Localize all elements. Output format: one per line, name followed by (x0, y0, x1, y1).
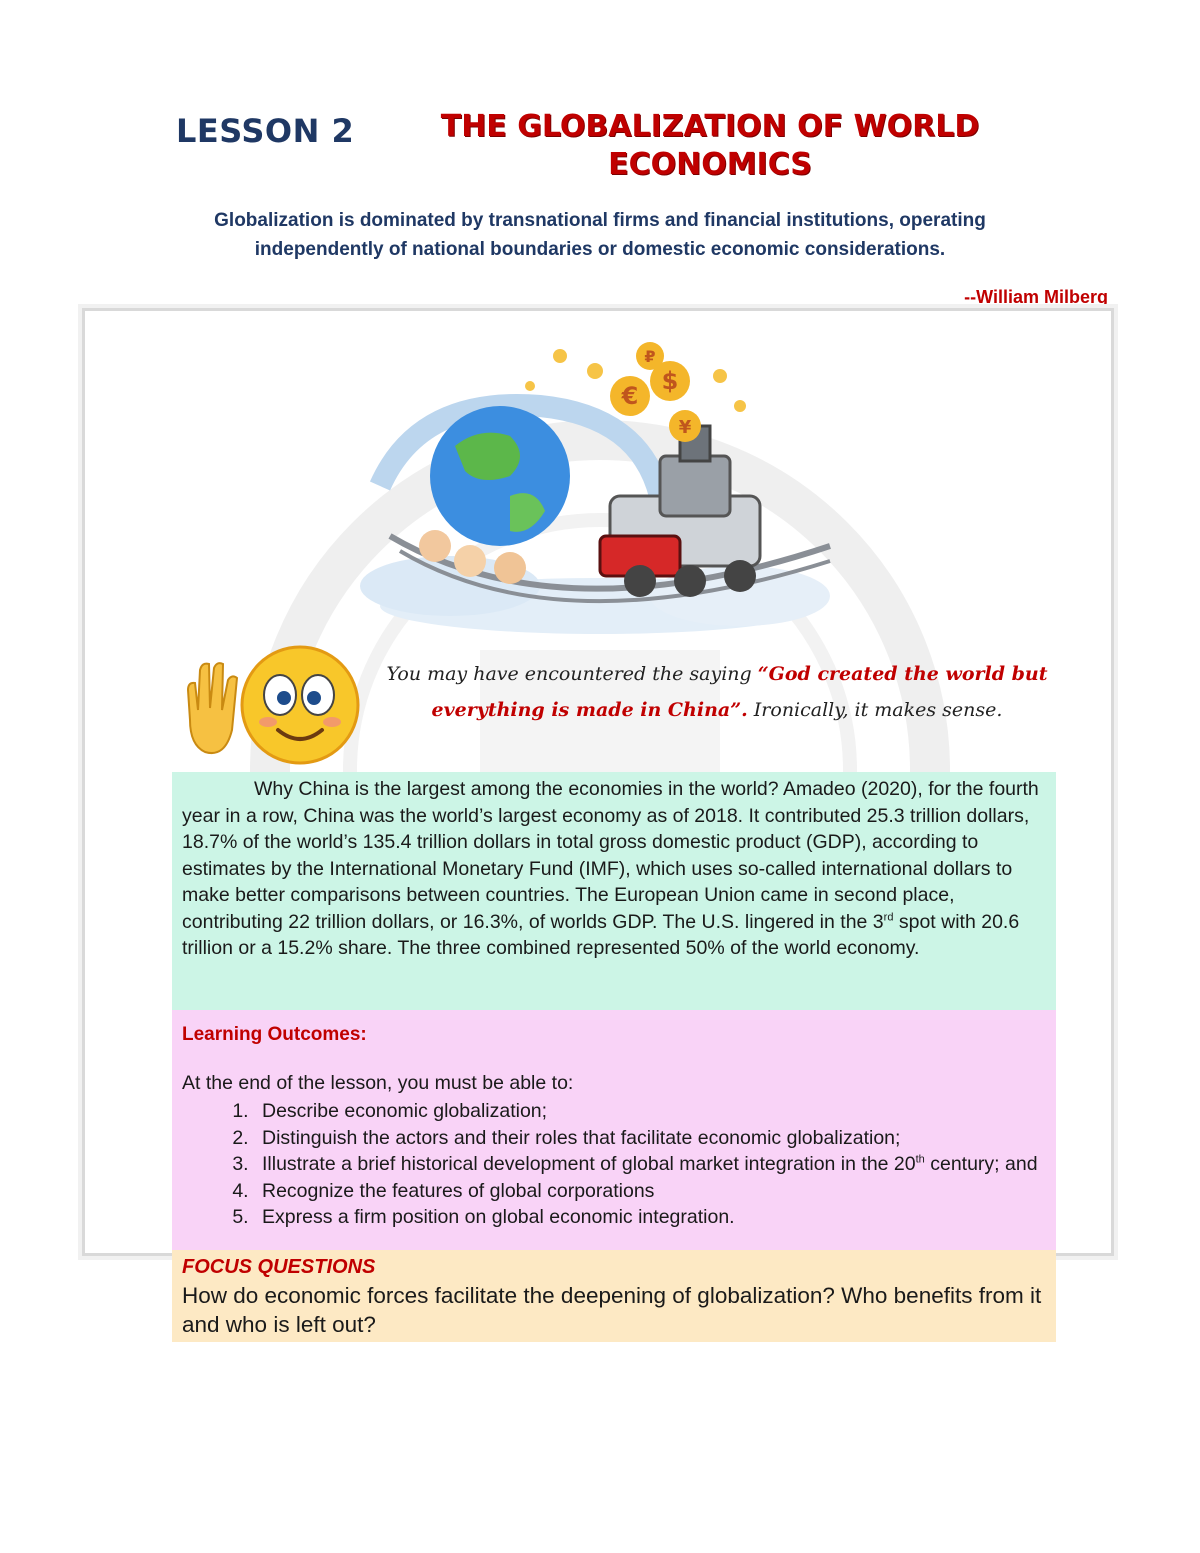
svg-text:$: $ (661, 367, 679, 395)
learning-outcomes-heading: Learning Outcomes: (182, 1024, 367, 1045)
lesson-number: LESSON 2 (176, 112, 355, 150)
paragraph-text: Why China is the largest among the economies in the world? Amadeo (2020), for the fourth year in a row, China was the world’s largest economy as of 2018. It contributed 25.3 trillion dollars, 18.7% of the world’s 135.4 trillion dollars in total gross domestic product (GDP), according to estimates by the International Monetary Fund (IMF), which uses so-called international dollars to make better comparisons between countries. The European Union came in second place, contributing 22 trillion dollars, or 16.3%, of worlds GDP. The U.S. lingered in the 3 (182, 778, 1039, 933)
globe-train-money-illustration (360, 336, 840, 636)
epigraph-author: --William Milberg (964, 287, 1108, 307)
outcome-item-tail: century; and (924, 1153, 1038, 1175)
epigraph-quote: Globalization is dominated by transnational firms and financial institutions, operating independently of national boundaries or domestic economic considerations. (214, 210, 986, 260)
focus-questions-heading: FOCUS QUESTIONS (182, 1256, 376, 1278)
lesson-title: THE GLOBALIZATION OF WORLD ECONOMICS (440, 109, 980, 182)
outcome-item: 4. Recognize the features of global corporations (254, 1178, 1044, 1205)
paragraph-text-end: spot with 20.6 trillion or a 15.2% share. The three combined represented 50% of the world economy. (182, 910, 1020, 959)
focus-questions-box (172, 1250, 1056, 1342)
svg-text:¥: ¥ (678, 417, 692, 438)
saying-outro: Ironically, it makes sense. (747, 699, 1003, 721)
outcome-item (254, 1151, 1044, 1178)
outcome-item: 1. Describe economic globalization; (254, 1098, 1044, 1125)
outcome-item: 2. Distinguish the actors and their roles that facilitate economic globalization; (254, 1125, 1044, 1152)
outcome-item-text: Illustrate a brief historical development of global market integration in the 20 (262, 1153, 916, 1175)
focus-questions-text: How do economic forces facilitate the deepening of globalization? Who benefits from it and who is left out? (182, 1283, 1042, 1337)
learning-outcomes-list (182, 1098, 1044, 1231)
saying-quote: “God created the world but everything is made in China”. (431, 663, 1048, 721)
svg-text:€: € (621, 382, 639, 410)
waving-smiley-icon (180, 640, 370, 770)
outcome-item: 5. Express a firm position on global economic integration. (254, 1204, 1044, 1231)
learning-outcomes-intro: At the end of the lesson, you must be able to: (182, 1072, 574, 1094)
saying-intro: You may have encountered the saying (386, 663, 758, 685)
superscript-rd: rd (883, 911, 894, 923)
china-economy-paragraph (182, 776, 1044, 962)
china-economy-box (172, 772, 1056, 1010)
superscript-th: th (915, 1153, 925, 1166)
learning-outcomes-box (172, 1010, 1056, 1250)
saying-text (378, 656, 1056, 728)
svg-text:₽: ₽ (644, 347, 656, 366)
